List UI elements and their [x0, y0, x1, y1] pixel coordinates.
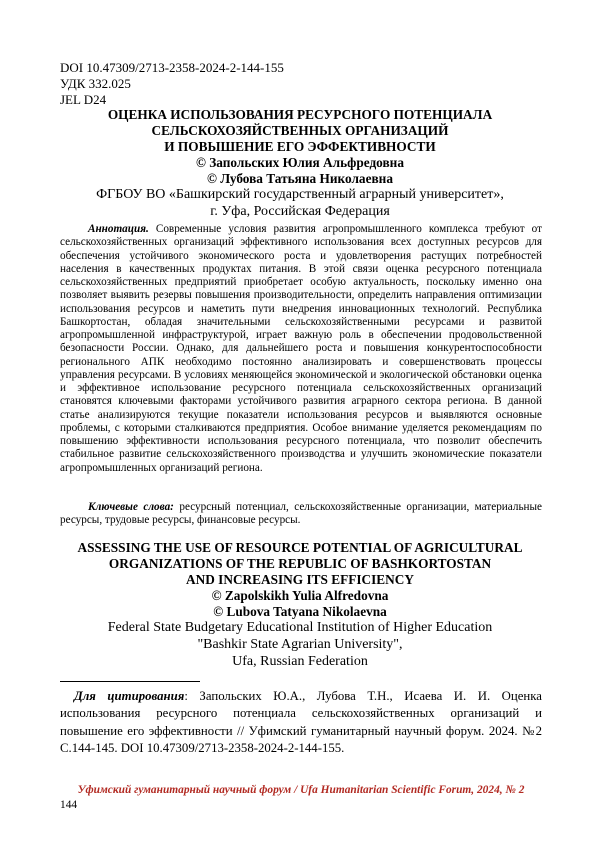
en-affiliation-line-3: Ufa, Russian Federation	[232, 654, 368, 669]
en-affiliation-line-2: "Bashkir State Agrarian University",	[197, 637, 403, 652]
en-affiliation-line-1: Federal State Budgetary Educational Institution of Higher Education	[107, 620, 493, 635]
ru-author-2: © Лубова Татьяна Николаевна	[207, 171, 393, 186]
en-title-line-3: AND INCREASING ITS EFFICIENCY	[186, 572, 414, 587]
ru-keywords	[60, 501, 542, 528]
citation-block	[60, 688, 542, 758]
journal-footer: Уфимский гуманитарный научный форум / Ufa Humanitarian Scientific Forum, 2024, № 2	[77, 784, 525, 796]
en-author-1: © Zapolskikh Yulia Alfredovna	[211, 588, 389, 603]
ru-affiliation-line-2: г. Уфа, Российская Федерация	[210, 204, 390, 219]
en-title-line-2: ORGANIZATIONS OF THE REPUBLIC OF BASHKORTOSTAN	[108, 556, 492, 571]
udc-line: УДК 332.025	[60, 76, 131, 91]
ru-title-line-1: ОЦЕНКА ИСПОЛЬЗОВАНИЯ РЕСУРСНОГО ПОТЕНЦИАЛА	[107, 107, 493, 122]
abstract-label: Аннотация.	[88, 223, 149, 235]
en-title-line-1: ASSESSING THE USE OF RESOURCE POTENTIAL OF AGRICULTURAL	[77, 540, 523, 555]
ru-title-line-2: СЕЛЬСКОХОЗЯЙСТВЕННЫХ ОРГАНИЗАЦИЙ	[151, 123, 449, 138]
en-author-2: © Lubova Tatyana Nikolaevna	[213, 604, 387, 619]
article-meta	[60, 60, 284, 108]
ru-affiliation-line-1: ФГБОУ ВО «Башкирский государственный аграрный университет»,	[96, 187, 504, 202]
page-number: 144	[60, 799, 78, 811]
citation-label: Для цитирования	[74, 689, 185, 703]
doi-line: DOI 10.47309/2713-2358-2024-2-144-155	[60, 60, 284, 75]
keywords-text: ресурсный потенциал, сельскохозяйственные организации, материальные ресурсы, трудовые ресурсы, финансовые ресурсы.	[60, 501, 543, 527]
ru-author-1: © Запольских Юлия Альфредовна	[196, 155, 404, 170]
ru-title-line-3: И ПОВЫШЕНИЕ ЕГО ЭФФЕКТИВНОСТИ	[164, 139, 436, 154]
abstract-text: Современные условия развития агропромышленного комплекса требуют от сельскохозяйственных организаций эффективного использования всех доступных ресурсов для обеспечения устойчивого экономического роста и удовлетворения растущих потребностей населения в качественных продуктах питания. В этой связи оценка ресурсного потенциала сельскохозяйственных предприятий приобретает особую актуальность, поскольку именно она позволяет выявить резервы повышения производительности, определить направления оптимизации использования ресурсов и наметить пути внедрения инновационных технологий. Республика Башкортостан, обладая значительными сельскохозяйственными ресурсами и развитой агропромышленной инфраструктурой, играет важную роль в обеспечении продовольственной безопасности России. Однако, для дальнейшего роста и повышения конкурентоспособности регионального АПК необходимо постоянно анализировать и совершенствовать процессы управления ресурсами. В условиях меняющейся экономической и экологической обстановки оценка и эффективное использование ресурсного потенциала сельскохозяйственных организаций становятся ключевыми факторами устойчивого развития аграрного сектора региона. В данной статье анализируются текущие показатели использования ресурсов и выявляются основные проблемы, с которыми сталкиваются предприятия. Особое внимание уделяется рекомендациям по повышению эффективности использования ресурсного потенциала, что позволит обеспечить стабильное развитие сельскохозяйственного производства и улучшить экономические показатели агропромышленных организаций региона.	[60, 223, 543, 474]
ru-abstract	[60, 223, 542, 475]
footnote-divider	[60, 681, 200, 682]
keywords-label: Ключевые слова:	[88, 501, 174, 513]
citation-text: : Запольских Ю.А., Лубова Т.Н., Исаева И. И. Оценка использования ресурсного потенциала сельскохозяйственных организаций и повышение его эффективности // Уфимский гуманитарный научный форум. 2024. №2 С.144-145. DOI 10.47309/2713-2358-2024-2-144-155.	[60, 689, 542, 756]
jel-line: JEL D24	[60, 92, 107, 107]
